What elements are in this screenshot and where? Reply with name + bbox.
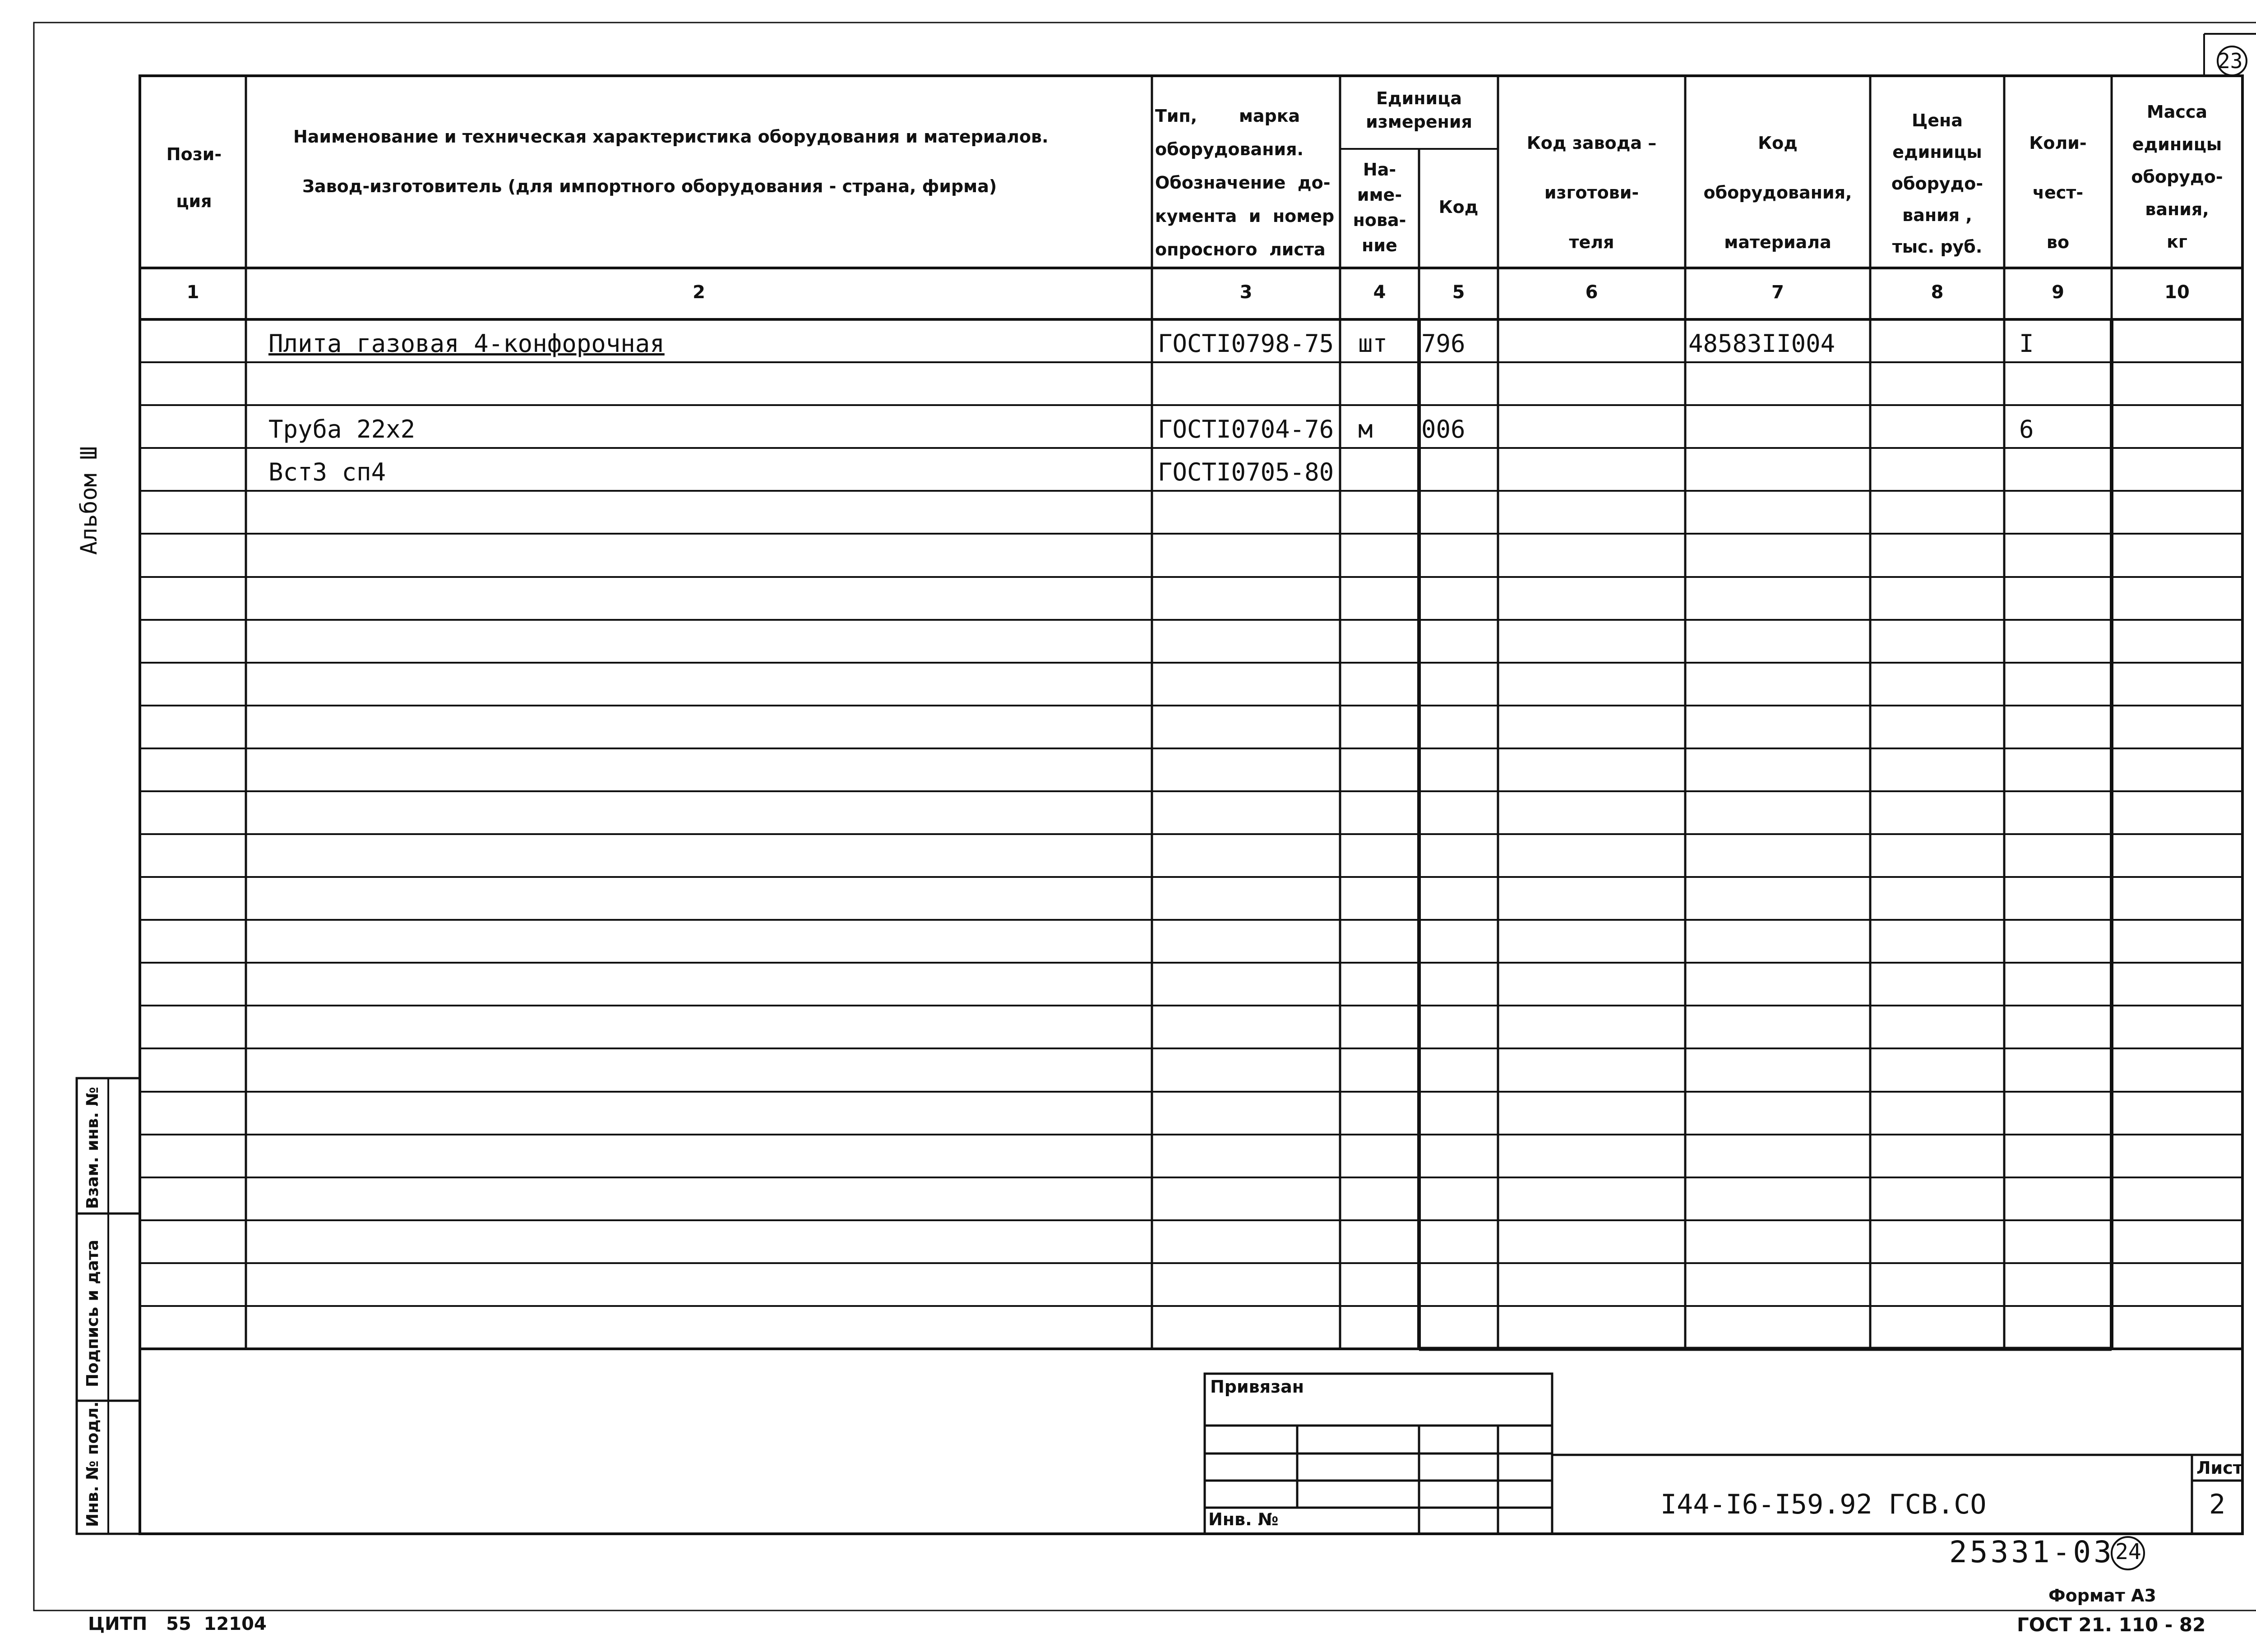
album-label: Альбом Ш <box>76 446 102 555</box>
column-number: 10 <box>2164 282 2190 303</box>
header-type: Тип, марка оборудования. Обозначение до- кумента и номер опросного листа <box>1155 106 1335 259</box>
column-number: 3 <box>1239 282 1253 303</box>
privyazan-label: Привязан <box>1210 1377 1304 1397</box>
row-unit-name: шт <box>1358 329 1388 358</box>
header-price: Цена единицы оборудо- вания , тыс. руб. <box>1891 111 1983 257</box>
row-unit-code: 006 <box>1421 415 1465 443</box>
header-manufacturer-code: Код завода – изготови- теля <box>1526 133 1657 252</box>
header-unit-code: Код <box>1438 197 1479 217</box>
citp-label: ЦИТП 55 12104 <box>88 1614 267 1634</box>
row-name: Вст3 сп4 <box>268 458 386 486</box>
header-unit-name: На- име- нова- ние <box>1353 160 1406 255</box>
column-number: 7 <box>1771 282 1784 303</box>
header-unit-group: Единица измерения <box>1366 88 1472 132</box>
header-name-line2: Завод-изготовитель (для импортного оборудования - страна, фирма) <box>302 176 997 196</box>
row-quantity: I <box>2019 329 2034 358</box>
row-unit-name: м <box>1358 415 1373 443</box>
sheet-label: Лист <box>2196 1458 2243 1478</box>
column-number: 1 <box>186 282 199 303</box>
column-number: 9 <box>2052 282 2064 303</box>
stamp-podpis-data: Подпись и дата <box>83 1240 102 1387</box>
row-name: Труба 22х2 <box>268 415 416 443</box>
document-designation: I44-I6-I59.92 ГСВ.СО <box>1660 1489 1987 1520</box>
sheet-number: 2 <box>2209 1489 2226 1520</box>
row-document: ГОСТI0705-80 <box>1158 458 1334 486</box>
column-number: 4 <box>1373 282 1386 303</box>
column-number: 2 <box>693 282 705 303</box>
header-position: Пози- ция <box>166 144 222 211</box>
row-equipment-code: 48583II004 <box>1688 329 1835 358</box>
row-name: Плита газовая 4-конфорочная <box>268 329 665 358</box>
gost-label: ГОСТ 21. 110 - 82 <box>2017 1614 2206 1636</box>
header-equipment-code: Код оборудования, материала <box>1703 133 1852 252</box>
row-document: ГОСТI0798-75 <box>1158 329 1334 358</box>
row-unit-code: 796 <box>1421 329 1465 358</box>
row-document: ГОСТI0704-76 <box>1158 415 1334 443</box>
stamp-inv-podl: Инв. № подл. <box>83 1401 102 1527</box>
page-number-top: 23 <box>2218 49 2243 73</box>
circled-number: 24 <box>2115 1539 2141 1564</box>
header-mass: Масса единицы оборудо- вания, кг <box>2131 102 2223 252</box>
header-quantity: Коли- чест- во <box>2029 133 2087 252</box>
header-name-line1: Наименование и техническая характеристика оборудования и материалов. <box>293 127 1049 147</box>
column-number: 5 <box>1452 282 1465 303</box>
column-number: 8 <box>1931 282 1944 303</box>
row-quantity: 6 <box>2019 415 2034 443</box>
inv-no-label: Инв. № <box>1208 1509 1279 1529</box>
stamp-vzam-inv: Взам. инв. № <box>83 1087 102 1209</box>
column-number: 6 <box>1585 282 1598 303</box>
format-label: Формат А3 <box>2048 1586 2156 1606</box>
archive-number: 25331-03 <box>1949 1535 2114 1569</box>
